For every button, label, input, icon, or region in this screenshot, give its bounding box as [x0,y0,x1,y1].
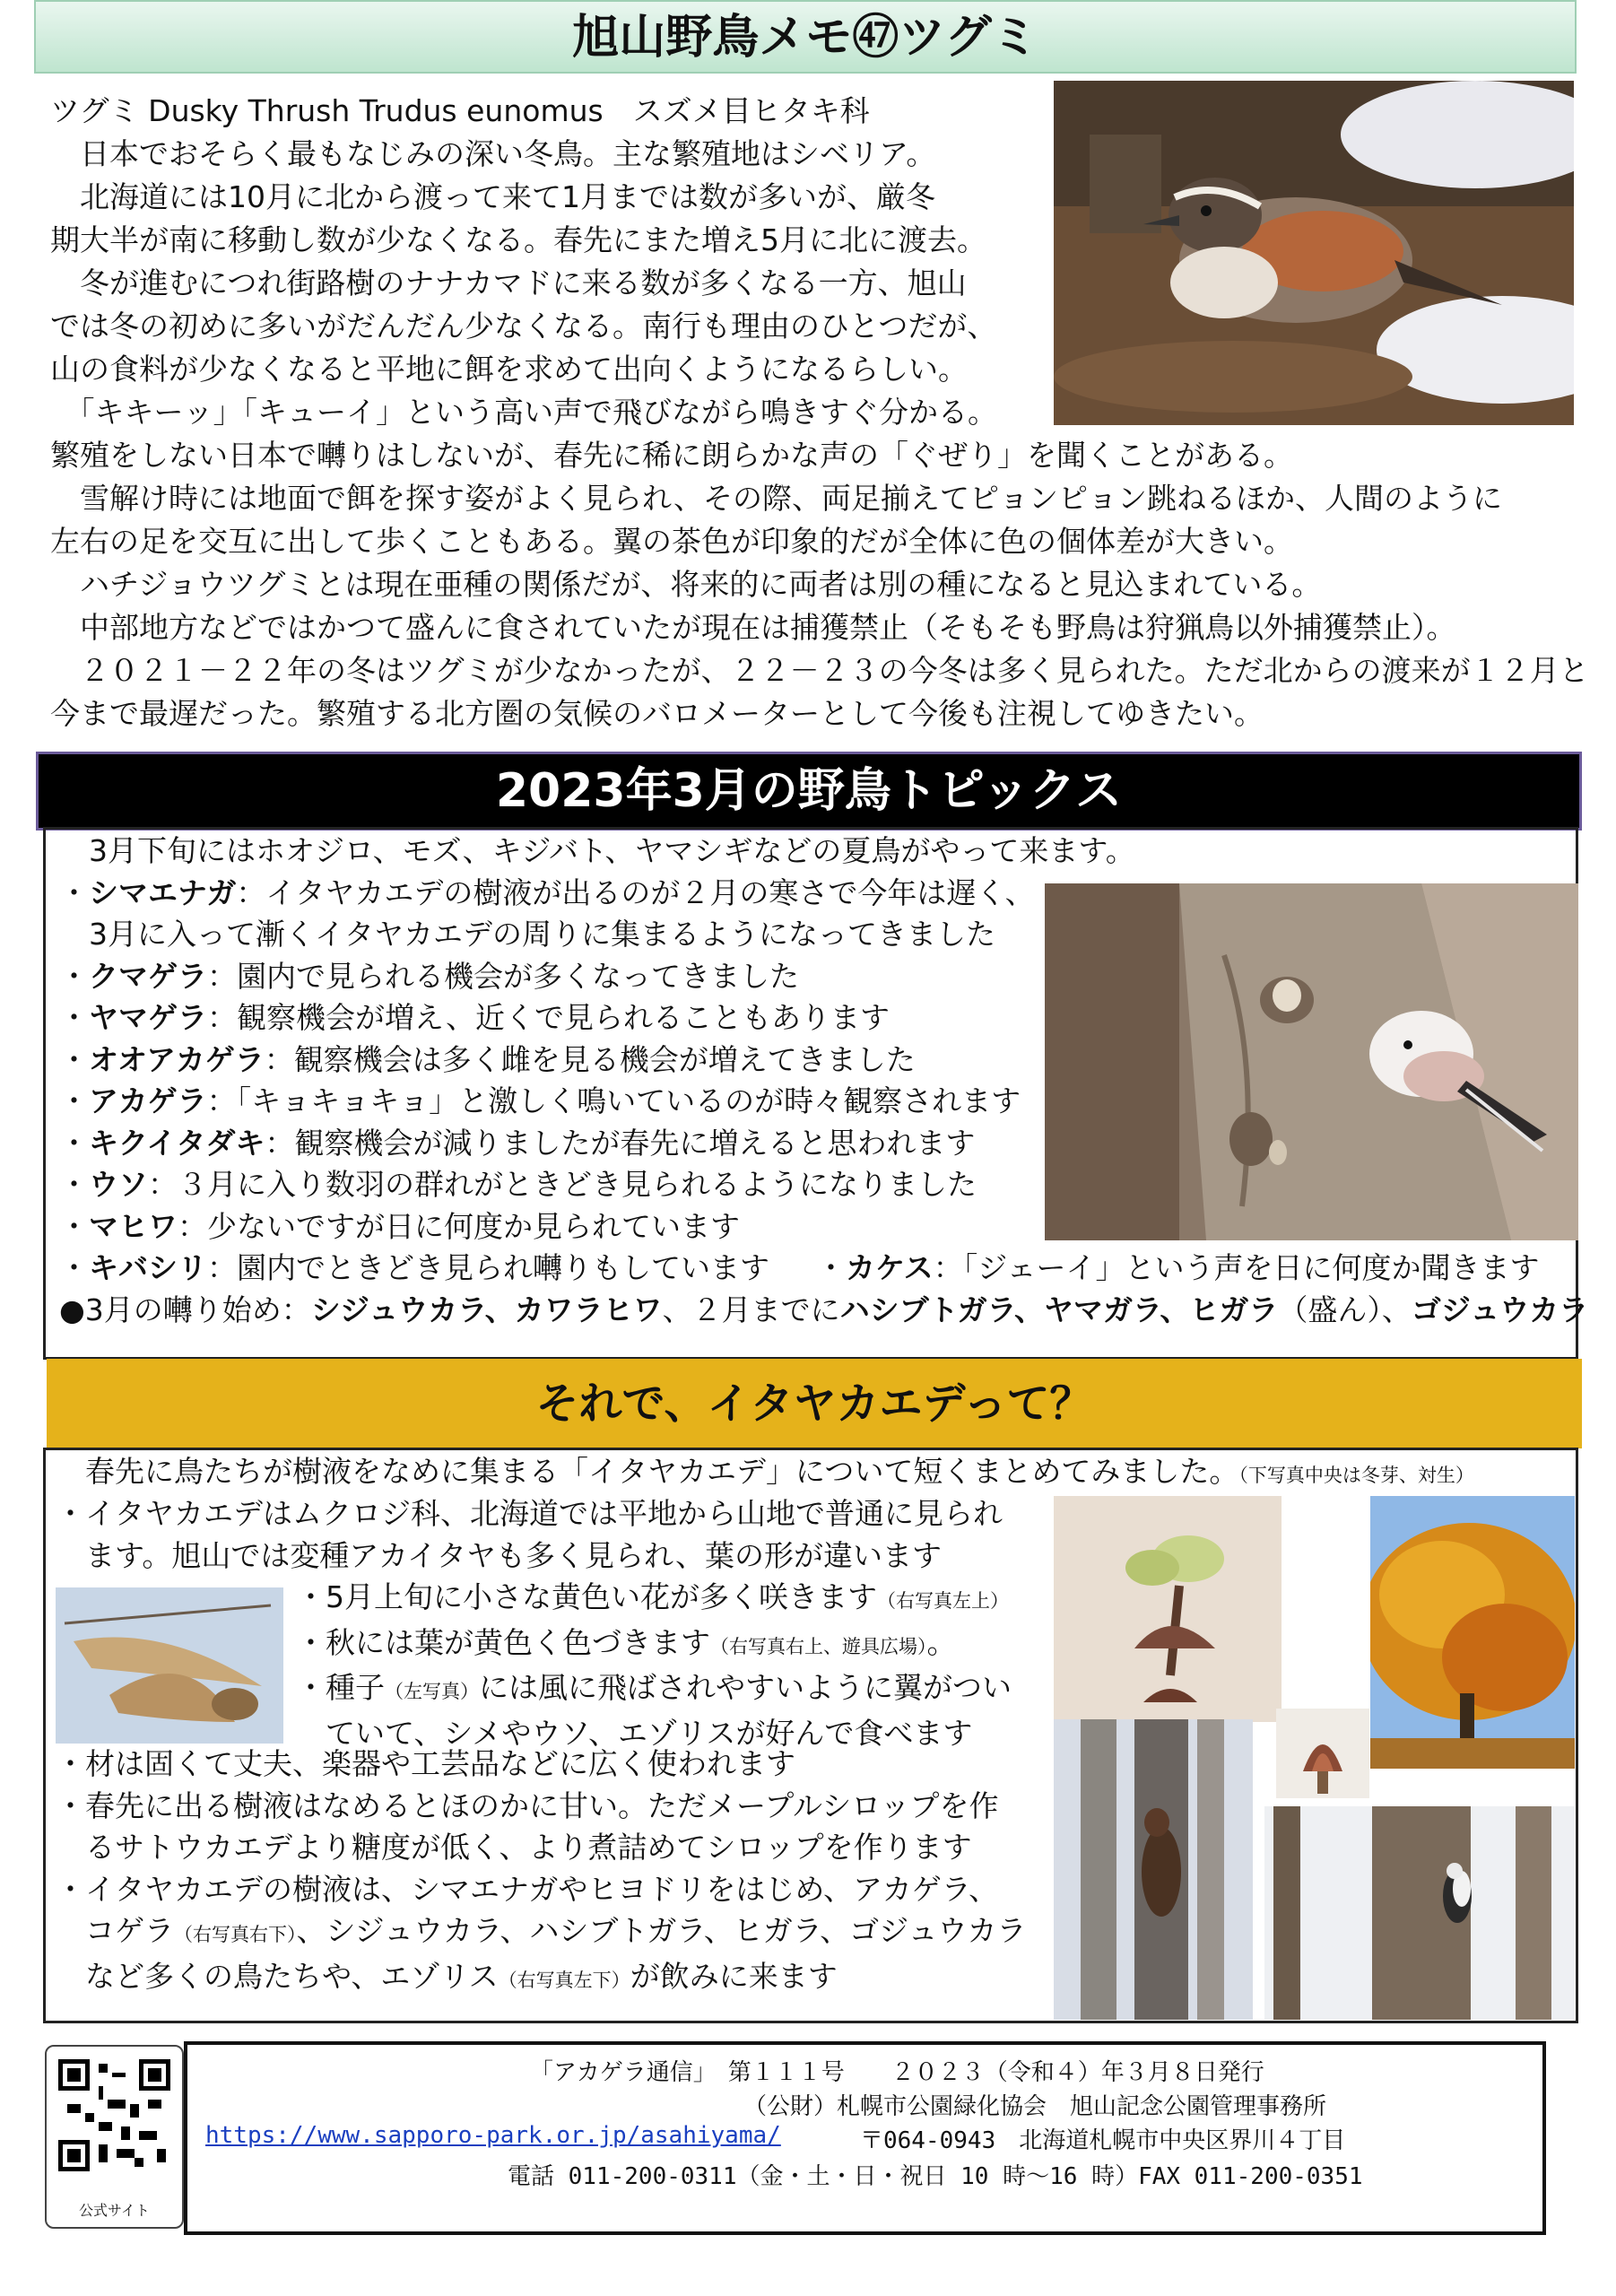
intro-text: 春先に鳥たちが樹液をなめに集まる「イタヤカエデ」について短くまとめてみました。 [56,1454,1239,1489]
list-item: ・キバシリ：園内でときどき見られ囀りもしています ・カケス：「ジェーイ」という声を日に何度か聞きます [59,1250,1540,1285]
body-line [296,1577,1012,1622]
footer-url-link[interactable]: https://www.sapporo-park.or.jp/asahiyama/ [205,2122,781,2149]
list-item: ・オオアカゲラ：観察機会は多く雌を見る機会が増えてきました [59,1041,916,1077]
body-line: 日本でおそらく最もなじみの深い冬鳥。主な繁殖地はシベリア。 [50,136,936,171]
bird-note: ：少ないですが日に何度か見られています [178,1208,740,1244]
section3-body [56,1493,1003,1577]
autumn-tree-photo [1370,1496,1575,1769]
qr-code-icon [58,2059,170,2171]
seed-text [296,1577,1012,1754]
line-text: コゲラ [85,1913,174,1948]
winter-bud-photo [1276,1709,1369,1798]
bird-name: マヒワ [89,1208,178,1244]
footer-org: （公財）札幌市公園緑化協会 旭山記念公園管理事務所 [743,2093,1327,2120]
qr-code-box[interactable] [45,2045,184,2229]
body-line: 冬が進むにつれ街路樹のナナカマドに来る数が多くなる一方、旭山 [50,265,967,300]
woodpecker-photo [1264,1806,1575,2020]
photo-note: （下写真中央は冬芽、対生） [1238,1465,1474,1486]
bird-note: 3月に入って漸くイタヤカエデの周りに集まるようになってきました [89,917,995,952]
footer-phone: 電話 011-200-0311（金・土・日・祝日 10 時～16 時）FAX 011-200-0351 [508,2163,1363,2190]
singing-prefix: ●3月の囀り始め： [59,1292,311,1327]
photo-note: （右写真左上） [877,1590,1009,1612]
bird-name: ヤマゲラ [89,1000,207,1035]
line-text: ・5月上旬に小さな黄色い花が多く咲きます [296,1579,877,1614]
body-line: 今まで最遅だった。繁殖する北方圏の気候のバロメーターとして今後も注視してゆきたい。 [50,696,1264,731]
seed-photo [56,1587,283,1744]
bird-note: ：「キョキョキョ」と激しく鳴いているのが時々観察されます [206,1083,1021,1118]
body-line [296,1622,1012,1668]
footer-issue: 「アカゲラ通信」 第１１１号 ２０２３（令和４）年３月８日発行 [530,2059,1264,2086]
line-text: 、シジュウカラ、ハシブトガラ、ヒガラ、ゴジュウカラ [296,1913,1027,1948]
bird-note: ：園内でときどき見られ囀りもしています [207,1250,769,1285]
thrush-photo [1054,81,1574,425]
line-end: 。 [926,1624,957,1660]
body-line: ます。旭山では変種アカイタヤも多く見られ、葉の形が違います [85,1537,943,1573]
body-line: 雪解け時には地面で餌を探す姿がよく見られ、その際、両足揃えてピョンピョン跳ねるほか、人間のように [50,481,1502,516]
list-item: ・ウソ：３月に入り数羽の群れがときどき見られるようになりました [59,1167,977,1202]
squirrel-photo [1054,1719,1253,2020]
list-item: ・ヤマゲラ：観察機会が増え、近くで見られることもあります [59,1000,890,1035]
body-line: 左右の足を交互に出して歩くこともある。翼の茶色が印象的だが全体に色の個体差が大きい。 [50,524,1293,559]
body-line [56,1910,1026,1956]
photo-note: （右写真左下） [498,1969,630,1991]
long-tailed-tit-photo [1045,883,1578,1240]
bird-name: ゴジュウカラ [1411,1292,1589,1327]
body-line: 期大半が南に移動し数が少なくなる。春先にまた増え5月に北に渡去。 [50,222,986,257]
list-item: ・アカゲラ：「キョキョキョ」と激しく鳴いているのが時々観察されます [59,1083,1021,1118]
qr-label: 公式サイト [79,2202,150,2219]
bird-note: ：観察機会が減りましたが春先に増えると思われます [265,1125,976,1161]
line-text: が飲みに来ます [630,1958,838,1994]
bird-note: ：観察機会が増え、近くで見られることもあります [207,1000,890,1035]
list-item: ・マヒワ：少ないですが日に何度か見られています [59,1208,740,1244]
maple-flower-photo [1054,1496,1282,1722]
species-line: ツグミ Dusky Thrush Trudus eunomus スズメ目ヒタキ科 [50,93,870,128]
body-line: ていて、シメやウソ、エゾリスが好んで食べます [326,1715,973,1751]
body-line: 山の食料が少なくなると平地に餌を求めて出向くようになるらしい。 [50,352,968,387]
singing-note: （盛ん）、 [1278,1292,1412,1327]
body-line: ・材は固くて丈夫、楽器や工芸品などに広く使われます [56,1746,795,1781]
body-line: ・イタヤカエデはムクロジ科、北海道では平地から山地で普通に見られ [56,1496,1003,1531]
body-line: るサトウカエデより糖度が低く、より煮詰めてシロップを作ります [85,1830,972,1865]
bird-note: ：３月に入り数羽の群れがときどき見られるようになりました [148,1167,977,1202]
list-item: ・シマエナガ：イタヤカエデの樹液が出るのが２月の寒さで今年は遅く、 [59,874,1035,910]
line-text: には風に飛ばされやすいように翼がつい [479,1670,1012,1705]
line-text: ・秋には葉が黄色く色づきます [296,1624,710,1660]
body-line: ハチジョウツグミとは現在亜種の関係だが、将来的に両者は別の種になると見込まれている。 [50,567,1322,602]
body-line: ・イタヤカエデの樹液は、シマエナガやヒヨドリをはじめ、アカゲラ、 [56,1871,999,1907]
body-line: 中部地方などではかつて盛んに食されていたが現在は捕獲禁止（そもそも野鳥は狩猟鳥以外捕獲禁止）。 [50,610,1456,645]
bird-name: キバシリ [89,1250,207,1285]
photo-note: （右写真右上、遊具広場） [710,1635,927,1657]
body-line [296,1667,1012,1713]
bird-note: ：イタヤカエデの樹液が出るのが２月の寒さで今年は遅く、 [236,874,1035,910]
singing-line [59,1290,1588,1332]
singing-mid: 、２月までに [662,1292,840,1327]
bird-name: ハシブトガラ、ヤマガラ、ヒガラ [839,1292,1279,1327]
body-line: 繁殖をしない日本で囀りはしないが、春先に稀に朗らかな声の「ぐぜり」を聞くことがある。 [50,438,1293,473]
photo-note: （左写真） [385,1681,479,1702]
section3-title: それで、イタヤカエデって？ [47,1359,1582,1448]
bird-name: オオアカゲラ [89,1041,265,1077]
body-line: 「キキーッ」「キューイ」という高い声で飛びながら鳴きすぐ分かる。 [50,395,997,430]
intro-line: 3月下旬にはホオジロ、モズ、キジバト、ヤマシギなどの夏鳥がやって来ます。 [59,833,1135,868]
bird-name: シマエナガ [89,874,237,910]
footer-address: 〒064-0943 北海道札幌市中央区界川４丁目 [860,2127,1346,2154]
bird-name: クマゲラ [89,958,207,994]
list-item: ・キクイタダキ：観察機会が減りましたが春先に増えると思われます [59,1125,976,1161]
bird-note: ：園内で見られる機会が多くなってきました [207,958,799,994]
line-text: など多くの鳥たちや、エゾリス [85,1958,499,1994]
body-line: では冬の初めに多いがだんだん少なくなる。南行も理由のひとつだが、 [50,309,997,344]
section3-body-lower [56,1744,1026,2001]
body-line [56,1956,1026,2002]
bird-name: カケス [846,1250,934,1285]
body-line: ・春先に出る樹液はなめるとほのかに甘い。ただメープルシロップを作 [56,1787,999,1823]
bird-name: ウソ [89,1167,148,1202]
body-line: 北海道には10月に北から渡って来て1月までは数が多いが、厳冬 [50,179,935,214]
photo-note: （右写真右下） [174,1924,297,1945]
section1-title: 旭山野鳥メモ㊼ツグミ [34,0,1577,74]
footer-box [184,2041,1546,2235]
section2-title: 2023年3月の野鳥トピックス [36,752,1582,831]
section3-intro [56,1451,1474,1497]
bird-name: アカゲラ [89,1083,207,1118]
line-text: ・種子 [296,1670,385,1705]
body-line: ２０２１－２２年の冬はツグミが少なかったが、２２－２３の今冬は多く見られた。ただ北からの渡来が１２月と [50,653,1589,688]
bird-note: ：「ジェーイ」という声を日に何度か聞きます [933,1250,1540,1285]
bird-name: キクイタダキ [89,1125,265,1161]
bird-note: ：観察機会は多く雌を見る機会が増えてきました [264,1041,916,1077]
bird-name: シジュウカラ、カワラヒワ [310,1292,663,1327]
list-item: ・クマゲラ：園内で見られる機会が多くなってきました [59,958,799,994]
